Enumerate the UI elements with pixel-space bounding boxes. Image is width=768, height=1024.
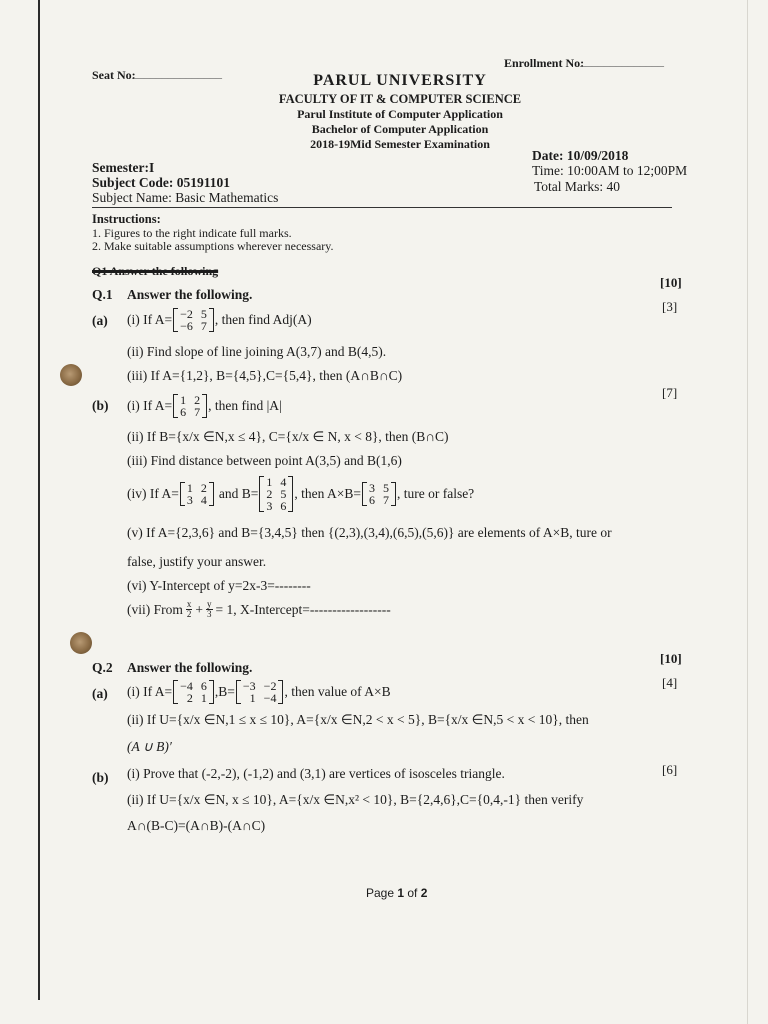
- q1b-i: [127, 394, 282, 418]
- q2-title: Answer the following.: [127, 660, 253, 675]
- q1b-ii: (ii) If B={x/x ∈N,x ≤ 4}, C={x/x ∈ N, x < 8}, then (B∩C): [127, 429, 449, 444]
- fraction-y-over-3: [206, 600, 213, 619]
- matrix-q1b-iv-c: [362, 482, 396, 506]
- subject-name: Subject Name: Basic Mathematics: [92, 190, 279, 205]
- seat-no-label: Seat No:: [92, 68, 136, 82]
- semester: Semester:I: [92, 160, 155, 175]
- punch-hole-bottom: [70, 632, 92, 654]
- q1b-i-post: , then find |A|: [208, 398, 282, 413]
- q1b-v-line2: false, justify your answer.: [127, 554, 267, 569]
- enrollment-no-blank: ______________: [580, 54, 664, 68]
- matrix-cell: 5: [382, 481, 389, 495]
- matrix-cell: 6: [280, 499, 287, 513]
- q2a-i-mid: ,B=: [214, 684, 235, 699]
- fraction-denominator: 2: [186, 609, 192, 619]
- q2a-i: [127, 680, 391, 704]
- matrix-cell: 5: [280, 487, 287, 501]
- matrix-cell: 1: [180, 393, 187, 407]
- q1b-vii: [127, 600, 391, 619]
- scan-right-edge: [747, 0, 748, 1024]
- matrix-cell: 7: [382, 493, 389, 507]
- matrix-cell: −2: [263, 679, 277, 693]
- q1b-v-line1: (v) If A={2,3,6} and B={3,4,5} then {(2,3),(3,4),(6,5),(5,6)} are elements of A×B, ture or: [127, 525, 612, 540]
- q1b-vii-pre: (vii) From: [127, 601, 183, 617]
- q1b-iv-pre: (iv) If A=: [127, 486, 179, 501]
- header-divider: [92, 207, 672, 208]
- q2a-ii-line2: (A ∪ B)′: [127, 739, 172, 754]
- matrix-cell: 1: [249, 691, 256, 705]
- matrix-q1a: [173, 308, 214, 332]
- matrix-cell: 2: [200, 481, 207, 495]
- q1-label: Q.1: [92, 287, 113, 302]
- seat-no-blank: _______________: [132, 66, 222, 80]
- matrix-cell: 6: [368, 493, 375, 507]
- q1a-i-post: , then find Adj(A): [214, 312, 312, 327]
- q1b-i-pre: (i) If A=: [127, 398, 173, 413]
- q1b-iv-post: , ture or false?: [396, 486, 475, 501]
- plus-sign: +: [195, 601, 203, 617]
- instruction-1: 1. Figures to the right indicate full marks.: [92, 226, 292, 240]
- instructions-heading: Instructions:: [92, 212, 161, 226]
- page-mid: of: [404, 886, 421, 900]
- matrix-q1b: [173, 394, 207, 418]
- matrix-cell: −4: [263, 691, 277, 705]
- subject-code: Subject Code: 05191101: [92, 175, 230, 190]
- exam-time: Time: 10:00AM to 12;00PM: [532, 163, 688, 178]
- q2a-label: (a): [92, 686, 108, 701]
- q1-marks: [10]: [660, 275, 682, 290]
- matrix-cell: −6: [180, 319, 193, 333]
- q2b-ii-line2: A∩(B-C)=(A∩B)-(A∩C): [127, 818, 266, 833]
- q1a-marks: [3]: [662, 299, 678, 314]
- q2a-marks: [4]: [662, 675, 678, 690]
- matrix-cell: −2: [180, 307, 193, 321]
- university-name: PARUL UNIVERSITY: [313, 72, 487, 89]
- q1b-iii: (iii) Find distance between point A(3,5) and B(1,6): [127, 453, 402, 468]
- q1b-iv-mid2: , then A×B=: [294, 486, 361, 501]
- q2b-label: (b): [92, 770, 109, 785]
- matrix-cell: 1: [186, 481, 193, 495]
- matrix-cell: 6: [180, 405, 187, 419]
- q2a-i-pre: (i) If A=: [127, 684, 173, 699]
- institute-name: Parul Institute of Computer Application: [297, 107, 503, 121]
- q2b-ii-line1: (ii) If U={x/x ∈N, x ≤ 10}, A={x/x ∈N,x² < 10}, B={2,4,6},C={0,4,-1} then verify: [127, 792, 584, 807]
- punch-hole-top: [60, 364, 82, 386]
- page-pre: Page: [366, 886, 398, 900]
- q1a-ii: (ii) Find slope of line joining A(3,7) and B(4,5).: [127, 344, 387, 359]
- q2a-ii-line1: (ii) If U={x/x ∈N,1 ≤ x ≤ 10}, A={x/x ∈N,2 < x < 5}, B={x/x ∈N,5 < x < 10}, then: [127, 712, 589, 727]
- q1a-i: [127, 308, 312, 332]
- matrix-cell: 2: [186, 691, 193, 705]
- fraction-numerator: y: [207, 599, 212, 609]
- q2b-marks: [6]: [662, 762, 678, 777]
- q1-title: Answer the following.: [127, 287, 253, 302]
- q1b-marks: [7]: [662, 385, 678, 400]
- matrix-cell: 7: [194, 405, 201, 419]
- fraction-denominator: 3: [207, 609, 212, 619]
- q1b-vi: (vi) Y-Intercept of y=2x-3=--------: [127, 578, 311, 593]
- q2b-i: (i) Prove that (-2,-2), (-1,2) and (3,1) are vertices of isosceles triangle.: [127, 766, 505, 781]
- matrix-q2a-b: [236, 680, 284, 704]
- matrix-q2a-a: [173, 680, 214, 704]
- q1b-iv-mid: and B=: [218, 486, 259, 501]
- matrix-cell: 1: [266, 475, 273, 489]
- q2a-i-post: , then value of A×B: [284, 684, 391, 699]
- exam-name: 2018-19Mid Semester Examination: [310, 137, 490, 151]
- exam-date: Date: 10/09/2018: [532, 148, 629, 163]
- matrix-cell: 7: [200, 319, 207, 333]
- matrix-cell: −4: [180, 679, 193, 693]
- matrix-cell: 4: [200, 493, 207, 507]
- fraction-numerator: x: [186, 599, 192, 609]
- page-number: [366, 886, 427, 900]
- matrix-q1b-iv-a: [180, 482, 214, 506]
- q1a-i-pre: (i) If A=: [127, 312, 173, 327]
- matrix-cell: 3: [368, 481, 375, 495]
- q1b-iv: [127, 476, 474, 512]
- q2-marks: [10]: [660, 651, 682, 666]
- instruction-2: 2. Make suitable assumptions wherever necessary.: [92, 239, 334, 253]
- fraction-x-over-2: [186, 600, 193, 619]
- program-name: Bachelor of Computer Application: [311, 122, 489, 136]
- page-total: 2: [420, 886, 428, 900]
- scan-left-edge: [38, 0, 40, 1000]
- q2-label: Q.2: [92, 660, 113, 675]
- struck-heading: Q1 Answer the following: [92, 264, 219, 278]
- q1a-iii: (iii) If A={1,2}, B={4,5},C={5,4}, then (A∩B∩C): [127, 368, 403, 383]
- q1b-label: (b): [92, 398, 109, 413]
- matrix-q1b-iv-b: [259, 476, 293, 512]
- matrix-cell: 2: [266, 487, 273, 501]
- matrix-cell: 2: [194, 393, 201, 407]
- matrix-cell: 5: [200, 307, 207, 321]
- matrix-cell: −3: [242, 679, 256, 693]
- matrix-cell: 1: [200, 691, 207, 705]
- matrix-cell: 3: [186, 493, 193, 507]
- q1b-vii-post: = 1, X-Intercept=------------------: [215, 601, 391, 617]
- matrix-cell: 4: [280, 475, 287, 489]
- page-current: 1: [397, 886, 405, 900]
- q1a-label: (a): [92, 313, 108, 328]
- enrollment-no-label: Enrollment No:: [504, 56, 585, 70]
- matrix-cell: 6: [200, 679, 207, 693]
- faculty-name: FACULTY OF IT & COMPUTER SCIENCE: [278, 92, 522, 106]
- matrix-cell: 3: [266, 499, 273, 513]
- total-marks: Total Marks: 40: [534, 179, 621, 194]
